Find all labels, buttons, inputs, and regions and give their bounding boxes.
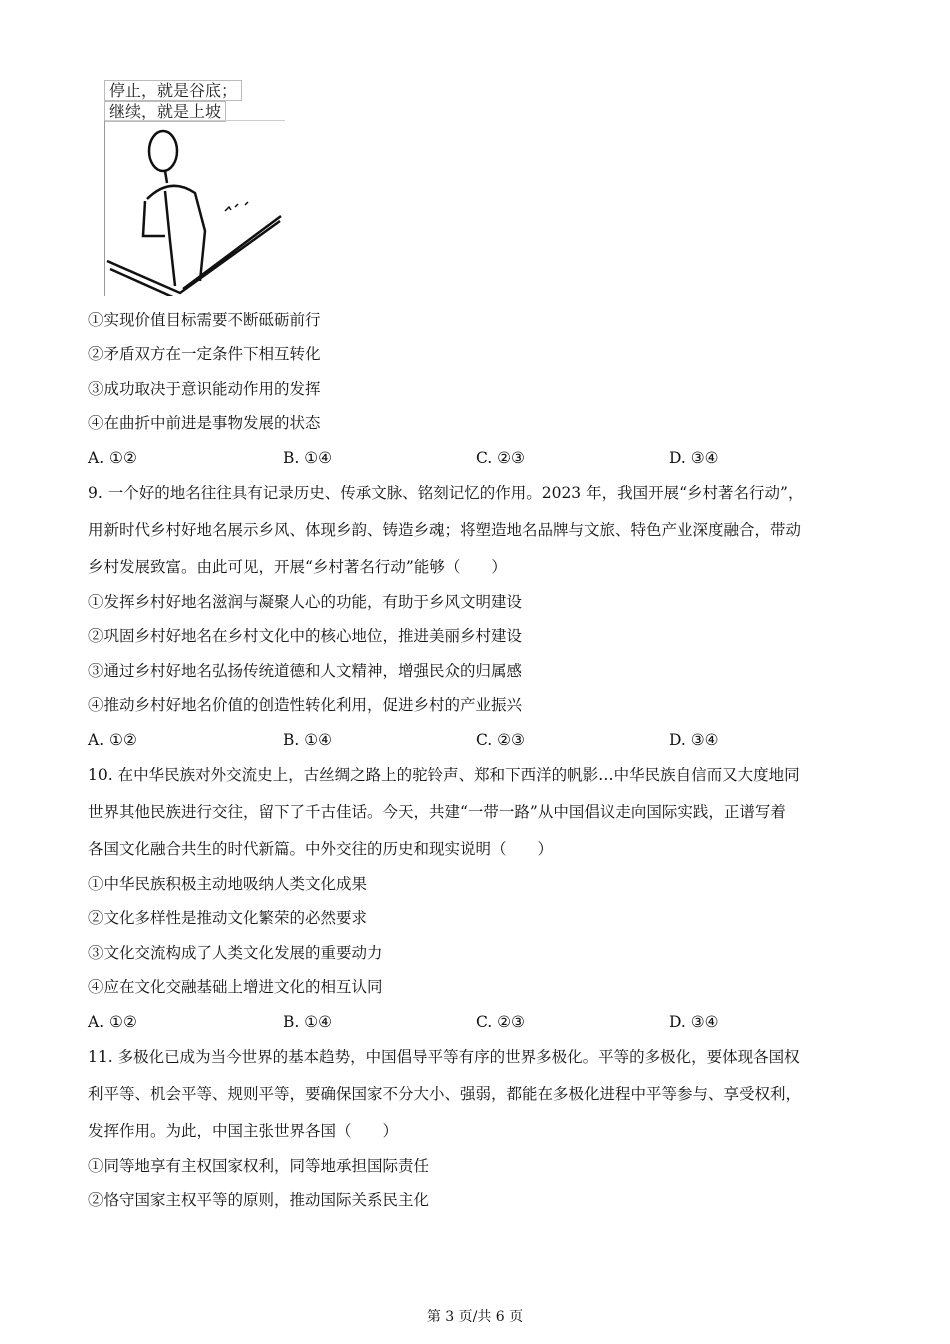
q9-statement: ④推动乡村好地名价值的创造性转化利用，促进乡村的产业振兴 bbox=[88, 696, 523, 714]
q10-stem: 10. 在中华民族对外交流史上，古丝绸之路上的驼铃声、郑和下西洋的帆影…中华民族自信而又大度地同 bbox=[88, 766, 800, 784]
caption-line: 继续，就是上坡 bbox=[104, 101, 226, 122]
q8-statement: ①实现价值目标需要不断砥砺前行 bbox=[88, 311, 321, 329]
q11-stem: 发挥作用。为此，中国主张世界各国（ ） bbox=[88, 1122, 399, 1140]
q8-statement: ④在曲折中前进是事物发展的状态 bbox=[88, 414, 321, 432]
q9-statement: ②巩固乡村好地名在乡村文化中的核心地位，推进美丽乡村建设 bbox=[88, 627, 523, 645]
q8-option-a[interactable]: A. ①② bbox=[88, 449, 137, 467]
q9-stem: 乡村发展致富。由此可见，开展“乡村著名行动”能够（ ） bbox=[88, 558, 507, 576]
q8-statement: ③成功取决于意识能动作用的发挥 bbox=[88, 380, 321, 398]
q9-stem: 9. 一个好的地名往往具有记录历史、传承文脉、铭刻记忆的作用。2023 年，我国开展“乡村著名行动”， bbox=[88, 484, 804, 502]
q11-statement: ①同等地享有主权国家权利，同等地承担国际责任 bbox=[88, 1157, 430, 1175]
q9-statement: ①发挥乡村好地名滋润与凝聚人心的功能，有助于乡风文明建设 bbox=[88, 593, 523, 611]
q10-statement: ①中华民族积极主动地吸纳人类文化成果 bbox=[88, 875, 368, 893]
q10-option-b[interactable]: B. ①④ bbox=[283, 1013, 333, 1031]
q8-statement: ②矛盾双方在一定条件下相互转化 bbox=[88, 345, 321, 363]
q9-stem: 用新时代乡村好地名展示乡风、体现乡韵、铸造乡魂；将塑造地名品牌与文旅、特色产业深度融合，带动 bbox=[88, 521, 802, 539]
q10-stem: 世界其他民族进行交往，留下了千古佳话。今天，共建“一带一路”从中国倡议走向国际实践，正谱写着 bbox=[88, 803, 786, 821]
q9-option-a[interactable]: A. ①② bbox=[88, 731, 137, 749]
q11-statement: ②恪守国家主权平等的原则，推动国际关系民主化 bbox=[88, 1191, 430, 1209]
q10-stem: 各国文化融合共生的时代新篇。中外交往的历史和现实说明（ ） bbox=[88, 840, 554, 858]
q10-option-a[interactable]: A. ①② bbox=[88, 1013, 137, 1031]
q9-option-b[interactable]: B. ①④ bbox=[283, 731, 333, 749]
page-footer: 第 3 页/共 6 页 bbox=[426, 1309, 524, 1325]
q9-option-d[interactable]: D. ③④ bbox=[669, 731, 719, 749]
q10-statement: ④应在文化交融基础上增进文化的相互认同 bbox=[88, 978, 383, 996]
q8-option-b[interactable]: B. ①④ bbox=[283, 449, 333, 467]
q11-stem: 利平等、机会平等、规则平等，要确保国家不分大小、强弱，都能在多极化进程中平等参与、享受权利， bbox=[88, 1085, 802, 1103]
q10-option-c[interactable]: C. ②③ bbox=[476, 1013, 525, 1031]
q10-option-d[interactable]: D. ③④ bbox=[669, 1013, 719, 1031]
q10-statement: ③文化交流构成了人类文化发展的重要动力 bbox=[88, 944, 383, 962]
q10-statement: ②文化多样性是推动文化繁荣的必然要求 bbox=[88, 909, 368, 927]
caption-line: 停止，就是谷底； bbox=[104, 80, 242, 101]
q11-stem: 11. 多极化已成为当今世界的基本趋势，中国倡导平等有序的世界多极化。平等的多极化，要体现各国权 bbox=[88, 1048, 800, 1066]
q8-option-c[interactable]: C. ②③ bbox=[476, 449, 525, 467]
cartoon-figure bbox=[104, 120, 285, 296]
q9-option-c[interactable]: C. ②③ bbox=[476, 731, 525, 749]
figure-caption bbox=[104, 80, 284, 122]
q8-option-d[interactable]: D. ③④ bbox=[669, 449, 719, 467]
q9-statement: ③通过乡村好地名弘扬传统道德和人文精神，增强民众的归属感 bbox=[88, 662, 523, 680]
